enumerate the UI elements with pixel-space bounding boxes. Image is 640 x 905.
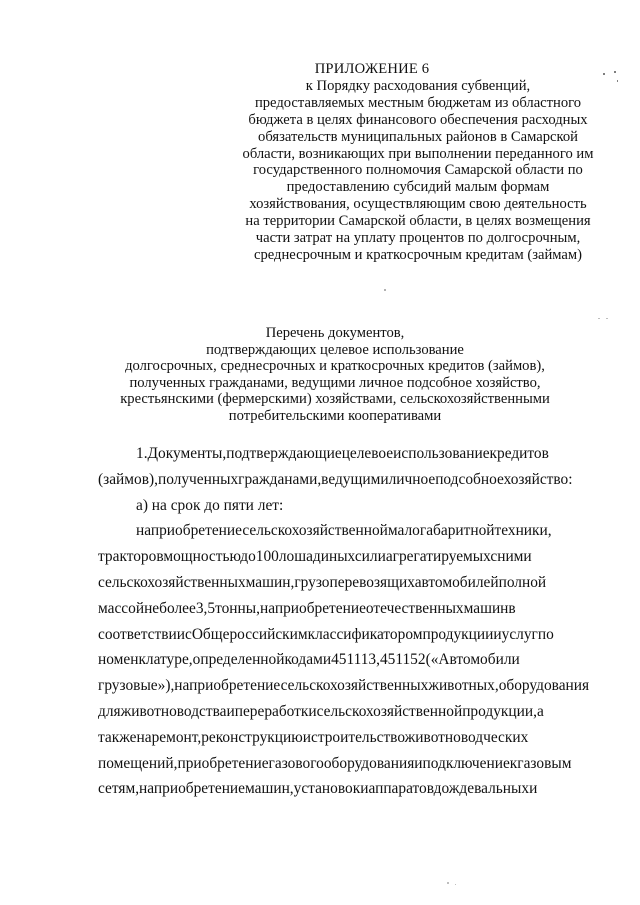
word: на xyxy=(174,677,190,695)
word: тонны, xyxy=(215,599,260,617)
scan-speck xyxy=(614,71,616,73)
word: (займов), xyxy=(98,470,158,488)
word: ведущими xyxy=(321,470,389,488)
word: и xyxy=(493,625,502,643)
word: кредитов xyxy=(489,445,549,462)
word: дождевальных xyxy=(433,780,530,798)
list-title-line: подтверждающих целевое использование xyxy=(206,341,464,358)
word: приобретение xyxy=(274,599,366,617)
word: животноводческих xyxy=(404,728,529,746)
word: полученных xyxy=(157,470,239,488)
word: автомобилей xyxy=(414,573,499,591)
word: газового xyxy=(268,754,324,772)
word: соответствии xyxy=(98,625,185,643)
annex-line: хозяйствования, осуществляющим свою деятельность xyxy=(249,196,587,213)
word: сил xyxy=(354,548,378,566)
word: целевое xyxy=(341,445,394,462)
word: а xyxy=(536,702,544,720)
list-title-line: долгосрочных, среднесрочных и краткосрочных кредитов (займов), xyxy=(125,358,545,375)
word: массой xyxy=(98,599,145,617)
body-line xyxy=(98,518,594,544)
word: продукции xyxy=(422,625,494,643)
body-line xyxy=(98,467,594,493)
body-line xyxy=(98,751,594,777)
word: в xyxy=(508,599,516,617)
annex-line: части затрат на уплату процентов по долгосрочным, xyxy=(255,230,581,247)
annex-line: обязательств муниципальных районов в Самарской xyxy=(258,128,578,145)
word: сельскохозяйственных xyxy=(280,677,429,695)
word: машин xyxy=(463,599,509,617)
annex-line: области, возникающих при выполнении переданного им xyxy=(242,145,594,162)
word: аппаратов xyxy=(368,780,434,798)
word: строительство xyxy=(310,728,405,746)
list-title-line: потребительскими кооперативами xyxy=(228,407,442,424)
word: на xyxy=(259,599,275,617)
annex-header xyxy=(228,61,608,264)
word: переработки xyxy=(234,702,317,720)
word: грузовые»), xyxy=(98,677,175,695)
body-line xyxy=(98,725,594,751)
body-line xyxy=(98,647,594,673)
word: оборудования xyxy=(498,677,590,695)
word: определенной xyxy=(192,651,285,669)
word: подтверждающие xyxy=(226,445,342,462)
body-line xyxy=(98,544,594,570)
word: и xyxy=(529,780,538,798)
word: Документы, xyxy=(147,445,227,462)
word: мощностью xyxy=(163,548,241,566)
word: подключение xyxy=(422,754,510,772)
annex-line: к Порядку расходования субвенций, xyxy=(305,77,531,94)
word: агрегатируемых xyxy=(385,548,491,566)
annex-line: предоставлению субсидий малым формам xyxy=(286,179,550,196)
scan-speck xyxy=(606,318,608,319)
word: по xyxy=(537,625,554,643)
scan-speck xyxy=(598,318,600,319)
list-title-line: полученных гражданами, ведущими личное подсобное хозяйство, xyxy=(129,374,541,391)
word: животных, xyxy=(428,677,499,695)
scan-speck xyxy=(455,884,456,885)
annex-title: ПРИЛОЖЕНИЕ 6 xyxy=(314,61,430,77)
word: приобретение xyxy=(150,522,243,540)
word: и xyxy=(360,780,369,798)
scan-speck xyxy=(603,73,605,75)
word: на xyxy=(136,728,152,746)
body-text xyxy=(98,441,594,802)
word: ремонт, xyxy=(151,728,202,746)
body-line xyxy=(98,673,594,699)
list-title xyxy=(90,325,580,425)
word: лошадиных xyxy=(278,548,355,566)
word: личное xyxy=(388,470,436,488)
word: сетям, xyxy=(98,780,140,798)
word: более xyxy=(159,599,196,617)
word: продукции, xyxy=(462,702,537,720)
word: с xyxy=(184,625,192,643)
list-title-line: крестьянскими (фермерскими) хозяйствами, сельскохозяйственными xyxy=(120,391,550,408)
body-line xyxy=(98,699,594,725)
word: на xyxy=(139,780,154,798)
word: 100 xyxy=(255,548,279,566)
body-line xyxy=(98,570,594,596)
word: сельскохозяйственной xyxy=(316,702,463,720)
word: и xyxy=(226,702,235,720)
word: малогабаритной xyxy=(387,522,495,540)
word: 451113, xyxy=(331,651,380,669)
word: кодами xyxy=(284,651,332,669)
word: к xyxy=(509,754,518,772)
body-line xyxy=(98,622,594,648)
word: Общероссийским xyxy=(191,625,308,643)
scan-speck xyxy=(617,80,618,82)
word: также xyxy=(98,728,137,746)
word: и xyxy=(302,728,311,746)
word: ними xyxy=(497,548,532,566)
word: не xyxy=(144,599,160,617)
word: помещений, xyxy=(98,754,178,772)
word: полной xyxy=(498,573,547,591)
word: сельскохозяйственной xyxy=(242,522,388,540)
word: машин, xyxy=(245,780,294,798)
word: газовым xyxy=(517,754,572,772)
word: 3,5 xyxy=(195,599,216,617)
word: номенклатуре, xyxy=(98,651,193,669)
word: («Автомобили xyxy=(425,651,520,669)
scan-speck xyxy=(384,289,386,291)
word: услуг xyxy=(501,625,538,643)
word: грузоперевозящих xyxy=(294,573,415,591)
annex-line: на территории Самарской области, в целях возмещения xyxy=(245,213,591,230)
body-line xyxy=(98,776,594,802)
word: реконструкцию xyxy=(201,728,303,746)
word: машин, xyxy=(245,573,295,591)
word: техники, xyxy=(494,522,552,540)
word: приобретение xyxy=(153,780,246,798)
annex-line: государственного полномочия Самарской области по xyxy=(253,162,583,179)
word: приобретение xyxy=(189,677,281,695)
annex-line: бюджета в целях финансового обеспечения расходных xyxy=(248,111,588,128)
word: на xyxy=(136,522,151,540)
word: приобретение xyxy=(177,754,269,772)
word: 451152 xyxy=(379,651,426,669)
word: оборудования xyxy=(323,754,415,772)
word: для xyxy=(98,702,121,720)
word: отечественных xyxy=(365,599,464,617)
word: животноводства xyxy=(120,702,227,720)
word: классификатором xyxy=(307,625,423,643)
word: сельскохозяйственных xyxy=(98,573,246,591)
body-line: а) на срок до пяти лет: xyxy=(136,496,284,514)
word: с xyxy=(490,548,498,566)
word: 1. xyxy=(136,445,148,462)
word: до xyxy=(240,548,256,566)
word: установок xyxy=(293,780,361,798)
word: использование xyxy=(393,445,490,462)
word: и xyxy=(377,548,386,566)
word: тракторов xyxy=(98,548,164,566)
word: хозяйство: xyxy=(503,470,573,488)
body-line xyxy=(98,596,594,622)
word: гражданами, xyxy=(238,470,322,488)
body-line xyxy=(98,441,594,467)
word: и xyxy=(414,754,423,772)
word: подсобное xyxy=(435,470,504,488)
scan-speck xyxy=(447,882,449,884)
annex-line: предоставляемых местным бюджетам из областного xyxy=(254,94,582,111)
list-title-line: Перечень документов, xyxy=(265,325,405,341)
annex-line: среднесрочным и краткосрочным кредитам (займам) xyxy=(254,246,582,263)
